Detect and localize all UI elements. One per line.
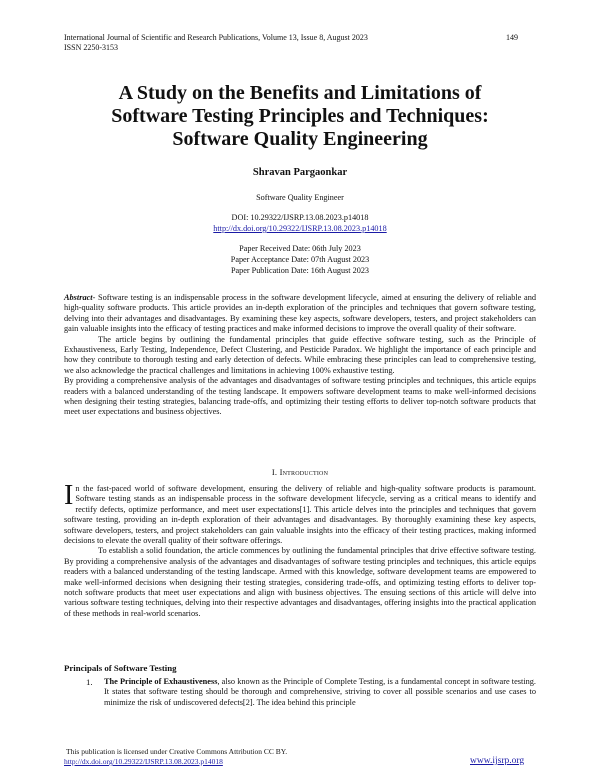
list-number-1: 1.: [86, 677, 93, 687]
intro-p2: To establish a solid foundation, the article commences by outlining the fundamental principles that drive effective software testing. By providing a comprehensive analysis of the advantages and disadvantages of software testing principles and techniques, this article equips readers with a balanced understanding of the testing landscape. Armed with this knowledge, software development teams are empowered to make well-informed decisions when designing their testing strategies, considering trade-offs, and optimizing testing efforts to deliver top-notch software products that meet user expectations and align with business objectives. The ensuing sections of this article will delve into various software testing techniques, delving into their respective advantages and disadvantages, offering insights into the practical application of these methods in real-world scenarios.: [64, 546, 536, 618]
footer-doi-link[interactable]: http://dx.doi.org/10.29322/IJSRP.13.08.2023.p14018: [64, 757, 223, 766]
list-item-1: [104, 677, 536, 708]
author-name: Shravan Pargaonkar: [252, 167, 348, 178]
intro-p1: n the fast-paced world of software development, ensuring the delivery of reliable and high-quality software products is paramount. Software testing stands as an indispensable process in the software development lifecycle, serving as a critical means to identify and rectify defects, optimize performance, and meet user expectations[1]. This article delves into the principles and techniques that govern software testing, providing an in-depth exploration of their advantages and disadvantages. By thoroughly examining these key aspects, software developers, testers, and project stakeholders can gain valuable insights into the efficacy of their testing practices, making informed decisions to elevate the overall quality of their software offerings.: [64, 484, 536, 546]
intro-heading: [0, 467, 600, 477]
doi-label: DOI: 10.29322/IJSRP.13.08.2023.p14018: [231, 213, 369, 222]
published-date: Paper Publication Date: 16th August 2023: [230, 266, 370, 275]
intro-body: [64, 480, 536, 619]
title-line-1: A Study on the Benefits and Limitations of: [118, 82, 482, 104]
title-line-2: Software Testing Principles and Techniques:: [111, 105, 489, 127]
journal-header: [64, 33, 368, 53]
abstract-p3: By providing a comprehensive analysis of the advantages and disadvantages of software testing principles and techniques, this article equips readers with a balanced understanding of the testing landscape. It empowers software development teams to make well-informed decisions when designing their testing strategies, balancing trade-offs, and optimizing their testing efforts to deliver top-notch software products that meet user expectations and business objectives.: [64, 376, 536, 417]
received-date: Paper Received Date: 06th July 2023: [239, 244, 361, 253]
abstract-p2: The article begins by outlining the fundamental principles that guide effective software testing, such as the Principle of Exhaustiveness, Early Testing, Independence, Defect Clustering, and Pesticide Paradox. We highlight the importance of each principle and how they contribute to thorough testing and early detection of defects. While embracing these principles can lead to comprehensive testing, we also acknowledge the practical challenges and limitations in achieving 100% exhaustive testing.: [64, 334, 536, 375]
abstract-label: Abstract-: [64, 293, 96, 302]
drop-cap: I: [64, 480, 74, 511]
license-note: This publication is licensed under Creative Commons Attribution CC BY.: [66, 747, 288, 756]
doi-link[interactable]: http://dx.doi.org/10.29322/IJSRP.13.08.2023.p14018: [213, 224, 387, 233]
paper-title: [0, 82, 600, 151]
intro-title: Introduction: [279, 467, 329, 477]
principle-text: , also known as the Principle of Complete Testing, is a fundamental concept in software testing. It states that software testing should be thorough and comprehensive, striving to cover all possible scenarios and use cases to minimize the risk of undiscovered defects[2]. The idea behind this principle: [104, 677, 536, 707]
abstract-p1: Software testing is an indispensable process in the software development lifecycle, aimed at ensuring the delivery of reliable and high-quality software products. This article provides an in-depth exploration of the principles and techniques that govern software testing, delving into their advantages and disadvantages. By examining these key aspects, software developers, testers, and project stakeholders can gain valuable insights into the efficacy of testing practices and make informed decisions to improve the overall quality of their software.: [64, 293, 536, 334]
principle-title: The Principle of Exhaustiveness: [104, 677, 218, 686]
accepted-date: Paper Acceptance Date: 07th August 2023: [230, 255, 370, 264]
abstract: [64, 293, 536, 418]
issn: ISSN 2250-3153: [64, 43, 119, 52]
intro-numeral: I.: [271, 467, 278, 477]
author-affiliation: Software Quality Engineer: [256, 193, 344, 202]
dates-block: [0, 243, 600, 276]
journal-line: International Journal of Scientific and Research Publications, Volume 13, Issue 8, August 2023: [64, 33, 368, 42]
principals-heading: Principals of Software Testing: [64, 663, 177, 673]
title-line-3: Software Quality Engineering: [172, 128, 428, 150]
page-number: 149: [506, 33, 518, 42]
site-link[interactable]: www.ijsrp.org: [470, 756, 525, 766]
